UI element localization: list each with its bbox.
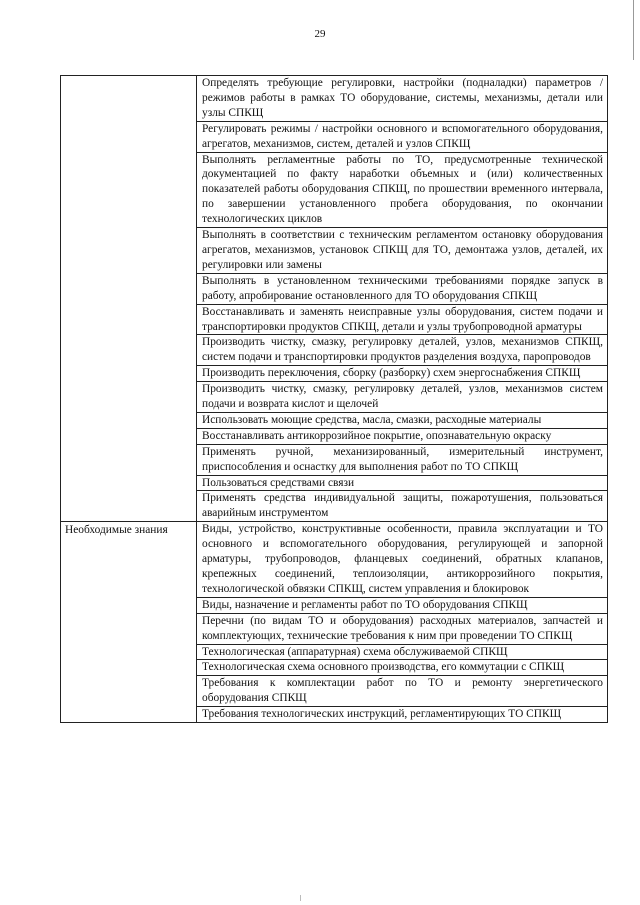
knowledge-item: Виды, назначение и регламенты работ по ТО оборудования СПКЩ	[197, 597, 608, 613]
knowledge-item: Технологическая схема основного производства, его коммутации с СПКЩ	[197, 660, 608, 676]
skill-item: Восстанавливать и заменять неисправные узлы оборудования, систем подачи и транспортировки продуктов СПКЩ, детали и узлы трубопроводной арматуры	[197, 304, 608, 335]
knowledge-item: Требования к комплектации работ по ТО и ремонту энергетического оборудования СПКЩ	[197, 676, 608, 707]
section-label-skills	[61, 76, 197, 522]
knowledge-item: Технологическая (аппаратурная) схема обслуживаемой СПКЩ	[197, 644, 608, 660]
skill-item: Выполнять в установленном техническими требованиями порядке запуск в работу, апробирование остановленного для ТО оборудования СПКЩ	[197, 273, 608, 304]
competency-table	[60, 75, 608, 723]
scan-edge-line	[633, 0, 634, 60]
knowledge-item: Виды, устройство, конструктивные особенности, правила эксплуатации и ТО основного и вспомогательного оборудования, регулирующей и запорной арматуры, трубопроводов, фланцевых соединений, обратных клапанов, крепежных соединений, теплоизоляции, антикоррозийного покрытия, технологической обвязки СПКЩ, систем управления и блокировок	[197, 522, 608, 598]
skill-item: Пользоваться средствами связи	[197, 475, 608, 491]
skill-item: Производить чистку, смазку, регулировку деталей, узлов, механизмов систем подачи и возврата кислот и щелочей	[197, 382, 608, 413]
skill-item: Применять средства индивидуальной защиты, пожаротушения, пользоваться аварийным инструментом	[197, 491, 608, 522]
skill-item: Определять требующие регулировки, настройки (подналадки) параметров / режимов работы в рамках ТО оборудование, системы, механизмы, детали или узлы СПКЩ	[197, 76, 608, 122]
skill-item: Применять ручной, механизированный, измерительный инструмент, приспособления и оснастку для выполнения работ по ТО СПКЩ	[197, 444, 608, 475]
skill-item: Производить переключения, сборку (разборку) схем энергоснабжения СПКЩ	[197, 366, 608, 382]
scan-bottom-mark	[300, 895, 301, 901]
skill-item: Использовать моющие средства, масла, смазки, расходные материалы	[197, 412, 608, 428]
skill-item: Восстанавливать антикоррозийное покрытие, опознавательную окраску	[197, 428, 608, 444]
knowledge-item: Перечни (по видам ТО и оборудования) расходных материалов, запчастей и комплектующих, технические требования к ним при проведении ТО СПКЩ	[197, 613, 608, 644]
skill-item: Производить чистку, смазку, регулировку деталей, узлов, механизмов СПКЩ, систем подачи и транспортировки продуктов разделения воздуха, паропроводов	[197, 335, 608, 366]
section-label-knowledge: Необходимые знания	[61, 522, 197, 723]
table-row	[61, 76, 608, 122]
knowledge-item: Требования технологических инструкций, регламентирующих ТО СПКЩ	[197, 707, 608, 723]
page-number: 29	[314, 28, 326, 40]
skill-item: Регулировать режимы / настройки основного и вспомогательного оборудования, агрегатов, механизмов, систем, деталей и узлов СПКЩ	[197, 121, 608, 152]
skill-item: Выполнять в соответствии с техническим регламентом остановку оборудования агрегатов, механизмов, установок СПКЩ для ТО, демонтажа узлов, деталей, их регулировки или замены	[197, 228, 608, 274]
skill-item: Выполнять регламентные работы по ТО, предусмотренные технической документацией по факту наработки объемных и (или) количественных показателей работы оборудования СПКЩ, по прошествии временного интервала, по завершении установленного пробега оборудования, по окончании технологических циклов	[197, 152, 608, 228]
table-row	[61, 522, 608, 598]
